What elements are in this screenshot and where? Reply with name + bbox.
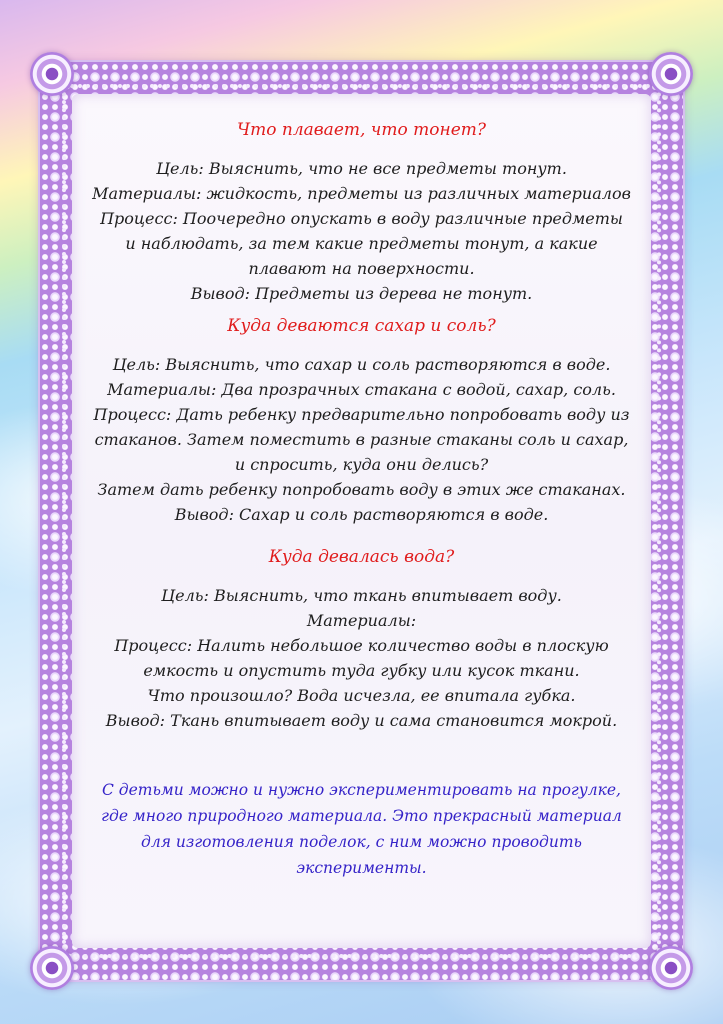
section-line: и наблюдать, за тем какие предметы тонут, а какие <box>125 234 598 253</box>
section-line: Вывод: Ткань впитывает воду и сама становится мокрой. <box>105 711 618 730</box>
section-line: Процесс: Дать ребенку предварительно попробовать воду из <box>93 405 630 424</box>
corner-flower-icon <box>30 946 74 990</box>
section-line: емкость и опустить туда губку или кусок ткани. <box>143 661 580 680</box>
experiment-floating <box>80 118 643 306</box>
section-line: Цель: Выяснить, что не все предметы тонут. <box>156 159 567 178</box>
closing-line: С детьми можно и нужно экспериментировать на прогулке, <box>102 781 621 799</box>
section-line: Материалы: <box>306 611 417 630</box>
section-line: Материалы: Два прозрачных стакана с водой, сахар, соль. <box>107 380 616 399</box>
document-body <box>80 118 643 881</box>
experiment-dissolving <box>80 314 643 527</box>
section-title: Что плавает, что тонет? <box>236 120 486 140</box>
closing-line: эксперименты. <box>296 859 427 877</box>
section-title: Куда деваются сахар и соль? <box>227 316 496 336</box>
section-line: Цель: Выяснить, что сахар и соль растворяются в воде. <box>112 355 611 374</box>
section-line: Цель: Выяснить, что ткань впитывает воду. <box>161 586 562 605</box>
corner-flower-icon <box>649 52 693 96</box>
experiment-absorbing <box>80 545 643 733</box>
section-line: Вывод: Сахар и соль растворяются в воде. <box>174 505 549 524</box>
section-title: Куда девалась вода? <box>268 547 455 567</box>
corner-flower-icon <box>649 946 693 990</box>
section-line: стаканов. Затем поместить в разные стаканы соль и сахар, <box>94 430 629 449</box>
section-line: Процесс: Поочередно опускать в воду различные предметы <box>100 209 623 228</box>
section-line: Процесс: Налить небольшое количество воды в плоскую <box>114 636 609 655</box>
section-line: Затем дать ребенку попробовать воду в этих же стаканах. <box>97 480 626 499</box>
section-line: Вывод: Предметы из дерева не тонут. <box>190 284 533 303</box>
section-line: плавают на поверхности. <box>248 259 475 278</box>
section-line: и спросить, куда они делись? <box>234 455 489 474</box>
section-line: Что произошло? Вода исчезла, ее впитала губка. <box>147 686 576 705</box>
corner-flower-icon <box>30 52 74 96</box>
closing-line: для изготовления поделок, с ним можно проводить <box>141 833 582 851</box>
closing-line: где много природного материала. Это прекрасный материал <box>101 807 622 825</box>
section-line: Материалы: жидкость, предметы из различных материалов <box>92 184 631 203</box>
closing-note <box>80 777 643 881</box>
